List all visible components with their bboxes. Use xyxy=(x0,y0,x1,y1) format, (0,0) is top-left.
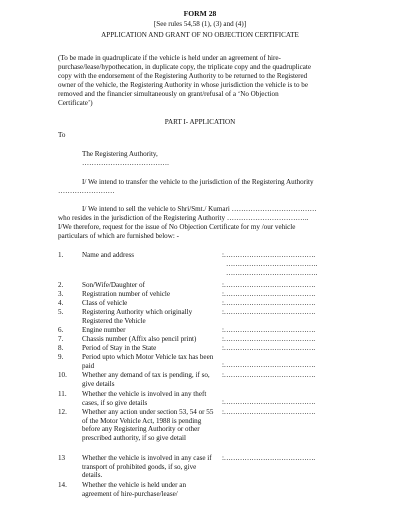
item-fill-line[interactable]: :…………………………………. xyxy=(222,398,315,406)
item-fill-line[interactable]: :…………………………………. xyxy=(222,290,315,298)
item-number: 5. xyxy=(58,308,64,316)
item-label: Whether the vehicle is held under an agreement of hire-purchase/lease/ xyxy=(82,481,186,498)
intro-line: copy with the endorsement of the Registering Authority to be returned to the Registered xyxy=(58,72,308,80)
item-fill-line[interactable]: …………………………………. xyxy=(226,269,318,277)
item-number: 1. xyxy=(58,251,64,259)
intro-line: removed and the financier simultaneously on grant/refusal of a ‘No Objection xyxy=(58,90,279,98)
item-fill-line[interactable]: :…………………………………. xyxy=(222,361,315,369)
item-fill-line[interactable]: :…………………………………. xyxy=(222,326,315,334)
item-label: Whether the vehicle is involved in any case if transport of prohibited goods, if so, give details. xyxy=(82,454,212,480)
intro-line: owner of the vehicle, the Registering Authority in whose jurisdiction the vehicle is to be xyxy=(58,81,308,89)
rules-reference: [See rules 54,58 (1), (3) and (4)] xyxy=(153,20,247,28)
addressee: The Registering Authority, xyxy=(82,150,158,158)
intro-line: Certificate’) xyxy=(58,99,93,107)
item-label: Whether the vehicle is involved in any theft cases, if so give details xyxy=(82,390,207,407)
item-number: 2. xyxy=(58,281,64,289)
item-label: Name and address xyxy=(82,251,135,259)
form-title: FORM 28 xyxy=(183,9,217,18)
item-number: 4. xyxy=(58,299,64,307)
item-fill-line[interactable]: :…………………………………. xyxy=(222,454,315,462)
item-number: 13 xyxy=(58,454,66,462)
sell-line: who resides in the jurisdiction of the Registering Authority …………………………….. xyxy=(58,214,309,222)
item-label: Class of vehicle xyxy=(82,299,128,307)
item-label: Period upto which Motor Vehicle tax has been paid xyxy=(82,353,214,370)
item-number: 9. xyxy=(58,353,64,361)
item-fill-line[interactable]: …………………………………. xyxy=(226,260,318,268)
item-label: Registration number of vehicle xyxy=(82,290,171,298)
intro-line: purchase/lease/hypothecation, in duplicate copy, the triplicate copy and the quadruplicate xyxy=(58,63,312,71)
item-number: 11. xyxy=(58,390,67,398)
item-label: Period of Stay in the State xyxy=(82,344,157,352)
intro-line: (To be made in quadruplicate if the vehicle is held under an agreement of hire- xyxy=(58,54,281,62)
item-fill-line[interactable]: :…………………………………. xyxy=(222,408,315,416)
item-fill-line[interactable]: :…………………………………. xyxy=(222,299,315,307)
form-subtitle: APPLICATION AND GRANT OF NO OBJECTION CERTIFICATE xyxy=(101,31,299,39)
item-label: Whether any demand of tax is pending, if so, give details xyxy=(82,371,210,388)
item-label: Chassis number (Affix also pencil print) xyxy=(82,335,197,343)
sell-line: particulars of which are furnished below: - xyxy=(58,232,179,240)
item-label: Whether any action under section 53, 54 or 55 of the Motor Vehicle Act, 1988 is pending before any Registering Authority or other prescribed authority, if so give detail xyxy=(82,408,214,442)
item-fill-line[interactable]: :…………………………………. xyxy=(222,251,315,259)
item-fill-line[interactable]: :…………………………………. xyxy=(222,281,315,289)
sell-line: I/ We intend to sell the vehicle to Shri/Smt./ Kumari ……………………………… xyxy=(82,205,317,213)
item-number: 14. xyxy=(58,481,67,489)
item-fill-line[interactable]: :…………………………………. xyxy=(222,335,315,343)
item-label: Registering Authority which originally Registered the Vehicle xyxy=(82,308,193,325)
to-label: To xyxy=(58,131,66,139)
item-fill-line[interactable]: :…………………………………. xyxy=(222,344,315,352)
item-number: 3. xyxy=(58,290,64,298)
item-number: 6. xyxy=(58,326,64,334)
transfer-line: I/ We intend to transfer the vehicle to the jurisdiction of the Registering Authority xyxy=(82,178,314,186)
item-number: 8. xyxy=(58,344,64,352)
item-fill-line[interactable]: :…………………………………. xyxy=(222,371,315,379)
item-number: 12. xyxy=(58,408,67,416)
sell-line: I/We therefore, request for the issue of No Objection Certificate for my /our vehicle xyxy=(58,223,296,231)
item-fill-line[interactable]: :…………………………………. xyxy=(222,308,315,316)
part-heading: PART I- APPLICATION xyxy=(164,118,236,126)
item-label: Engine number xyxy=(82,326,126,334)
addressee-dots: ………………………………. xyxy=(82,159,169,167)
item-label: Son/Wife/Daughter of xyxy=(82,281,145,289)
transfer-dots: …………………… xyxy=(58,187,115,195)
item-number: 7. xyxy=(58,335,64,343)
item-number: 10. xyxy=(58,371,67,379)
